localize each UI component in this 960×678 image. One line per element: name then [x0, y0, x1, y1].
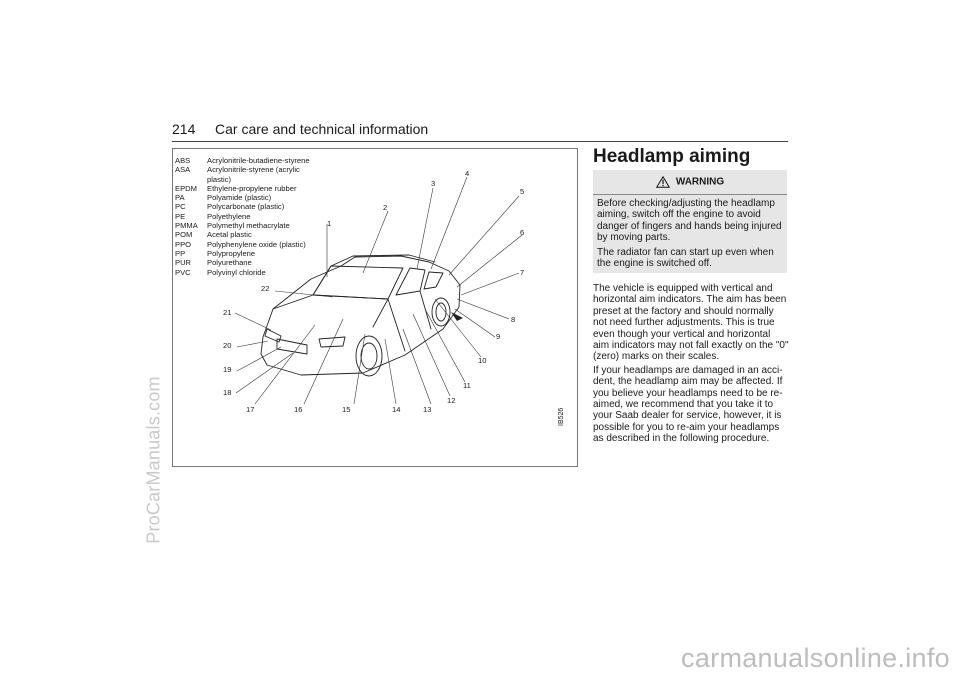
abbreviation-description: Acrylonitrile-styrene (acrylic plastic) [207, 165, 300, 184]
warning-heading-text: WARNING [675, 176, 725, 188]
abbreviation-description: Polymethyl methacrylate [207, 221, 290, 231]
header-title: Car care and technical information [215, 121, 429, 137]
abbreviation-description: Polyphenylene oxide (plastic) [207, 239, 306, 249]
abbreviation-code: PUR [175, 258, 192, 268]
warning-heading [593, 176, 787, 188]
footer-watermark: carmanualsonline.info [681, 643, 950, 673]
abbreviation-description: Polycarbonate (plastic) [207, 202, 285, 212]
abbreviation-description: Polyethylene [207, 211, 251, 221]
figure-label: 4 [465, 169, 470, 178]
abbreviation-description: Acrylonitrile-butadiene-styrene [207, 156, 310, 165]
front-wheel-rim [361, 343, 377, 369]
figure-label: 19 [223, 365, 232, 374]
windshield [313, 266, 403, 299]
figure-label: 6 [520, 228, 525, 237]
figure-label: 13 [423, 405, 432, 414]
figure-label: 21 [223, 308, 232, 317]
warning-box [593, 170, 787, 273]
warning-paragraph: The radiator fan can start up even when the engine is switched off. [597, 246, 774, 270]
figure-label: 22 [261, 284, 270, 293]
abbreviation-code: PC [175, 202, 186, 212]
front-door-window [396, 268, 425, 295]
abbreviation-code: PA [175, 193, 185, 203]
abbreviation-code: PE [175, 211, 186, 221]
car-materials-figure [172, 148, 578, 467]
car-roofline [313, 255, 435, 295]
abbreviation-code: PPO [175, 239, 192, 249]
abbreviation-code: POM [175, 230, 193, 240]
hood-line [273, 295, 388, 327]
figure-label: 5 [520, 187, 525, 196]
section-title: Headlamp aiming [593, 146, 751, 167]
warning-triangle-icon [656, 176, 670, 188]
rear-wheel-rim [436, 303, 446, 321]
abbreviation-code: EPDM [175, 183, 197, 193]
figure-label: 17 [246, 405, 255, 414]
rear-wheel [432, 298, 450, 326]
body-text [593, 283, 789, 447]
figure-label: 16 [294, 405, 303, 414]
figure-label: 10 [478, 356, 487, 365]
figure-label: 2 [383, 203, 388, 212]
side-watermark-text: ProCarManuals.com [143, 376, 164, 544]
warning-text [597, 198, 785, 272]
figure-label: 12 [447, 396, 456, 405]
left-headlamp [265, 329, 281, 342]
side-watermark [142, 0, 166, 678]
figure-label: 9 [496, 332, 501, 341]
warning-paragraph: Before checking/adjusting the headlamp aiming, switch off the engine to avoid danger of fingers and hands being injured by moving parts. [597, 198, 782, 244]
page-header [172, 119, 788, 142]
figure-label: 18 [223, 388, 232, 397]
body-paragraph: The vehicle is equipped with vertical and horizontal aim indicators. The aim has been preset at the factory and should normally not need further adjustments. This is true even though your vertical and horizontal aim indicators may not fall exactly on the "0" (zero) marks on their scales. [593, 283, 789, 363]
abbreviation-description: Polypropylene [207, 248, 256, 258]
figure-code: IB526 [558, 407, 565, 426]
figure-label: 7 [520, 268, 525, 277]
abbreviation-description: Polyvinyl chloride [207, 267, 266, 277]
abbreviation-description: Acetal plastic [207, 230, 252, 240]
right-headlamp [319, 337, 345, 347]
abbreviation-code: ASA [175, 165, 191, 175]
figure-label: 20 [223, 341, 232, 350]
rear-door-window [424, 272, 443, 289]
figure-label: 11 [463, 381, 471, 390]
figure-label: 1 [327, 219, 332, 228]
car-illustration [173, 149, 578, 467]
figure-label: 15 [342, 405, 351, 414]
page-number: 214 [172, 121, 196, 137]
figure-label: 8 [511, 315, 516, 324]
body-paragraph: If your headlamps are damaged in an acci-dent, the headlamp aim may be affected. If you believe your headlamps need to be re-aimed, we recommend that you take it to your Saab dealer for service, however, it is possible for you to re-aim your headlamps as described in the following procedure. [593, 364, 783, 445]
abbreviation-description: Ethylene-propylene rubber [207, 183, 297, 193]
abbreviation-code: ABS [175, 156, 191, 165]
abbreviation-code: PVC [175, 267, 191, 277]
abbreviation-code: PMMA [175, 221, 198, 231]
figure-label: 14 [392, 405, 401, 414]
figure-label: 3 [431, 179, 436, 188]
abbreviation-description: Polyamide (plastic) [207, 193, 272, 203]
abbreviation-description: Polyurethane [207, 258, 252, 268]
abbreviation-code: PP [175, 248, 186, 258]
warning-divider [593, 194, 787, 195]
